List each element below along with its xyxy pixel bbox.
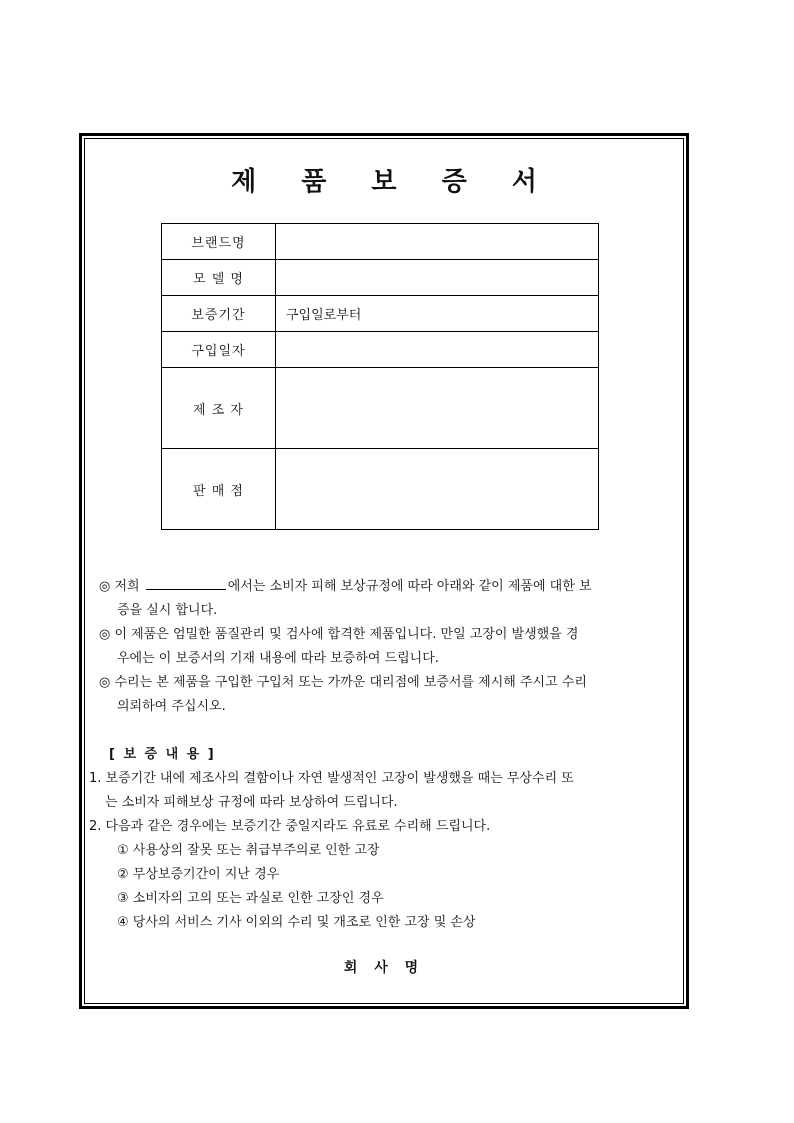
retailer-field[interactable] — [276, 449, 599, 530]
warranty-content-section — [89, 743, 649, 935]
document-title: 제 품 보 증 서 — [231, 167, 555, 197]
purchase-date-field[interactable] — [276, 332, 599, 368]
model-label: 모 델 명 — [162, 260, 276, 296]
section-subitem: ③ 소비자의 고의 또는 과실로 인한 고장인 경우 — [117, 891, 384, 906]
brand-label: 브랜드명 — [162, 224, 276, 260]
retailer-label: 판 매 점 — [162, 449, 276, 530]
section-subitem: ① 사용상의 잘못 또는 취급부주의로 인한 고장 — [117, 843, 380, 858]
note-line: 의뢰하여 주십시오. — [117, 699, 226, 714]
manufacturer-field[interactable] — [276, 368, 599, 449]
note-bullet: ◎ — [99, 675, 111, 690]
company-blank-field[interactable] — [146, 575, 226, 590]
manufacturer-label: 제 조 자 — [162, 368, 276, 449]
section-item: 2. 다음과 같은 경우에는 보증기간 중일지라도 유료로 수리해 드립니다. — [89, 819, 491, 834]
note-text: 저희 — [114, 579, 140, 594]
note-line: 증을 실시 합니다. — [117, 603, 218, 618]
table-row — [162, 368, 599, 449]
note-line — [99, 575, 649, 599]
table-row — [162, 224, 599, 260]
table-row — [162, 332, 599, 368]
table-row — [162, 260, 599, 296]
note-line — [99, 623, 649, 647]
document-inner-border — [84, 138, 684, 1004]
note-line: 우에는 이 보증서의 기재 내용에 따라 보증하여 드립니다. — [117, 651, 439, 666]
company-name: 회 사 명 — [343, 960, 425, 976]
model-field[interactable] — [276, 260, 599, 296]
table-row — [162, 296, 599, 332]
section-item: 는 소비자 피해보상 규정에 따라 보상하여 드립니다. — [105, 795, 398, 810]
note-text: 이 제품은 엄밀한 품질관리 및 검사에 합격한 제품입니다. 만일 고장이 발생했을 경 — [114, 627, 579, 642]
notes-section — [99, 575, 649, 719]
note-line — [99, 671, 649, 695]
brand-field[interactable] — [276, 224, 599, 260]
purchase-date-label: 구입일자 — [162, 332, 276, 368]
note-text: 수리는 본 제품을 구입한 구입처 또는 가까운 대리점에 보증서를 제시해 주시고 수리 — [114, 675, 587, 690]
warranty-period-field[interactable]: 구입일로부터 — [276, 296, 599, 332]
section-title: [ 보 증 내 용 ] — [109, 747, 216, 762]
section-subitem: ② 무상보증기간이 지난 경우 — [117, 867, 280, 882]
section-item: 1. 보증기간 내에 제조사의 결함이나 자연 발생적인 고장이 발생했을 때는 무상수리 또 — [89, 771, 574, 786]
table-row — [162, 449, 599, 530]
document-outer-border — [79, 133, 689, 1009]
section-subitem: ④ 당사의 서비스 기사 이외의 수리 및 개조로 인한 고장 및 손상 — [117, 915, 476, 930]
note-bullet: ◎ — [99, 627, 111, 642]
note-bullet: ◎ — [99, 579, 111, 594]
warranty-period-label: 보증기간 — [162, 296, 276, 332]
note-text: 에서는 소비자 피해 보상규정에 따라 아래와 같이 제품에 대한 보 — [227, 579, 592, 594]
warranty-info-table — [161, 223, 599, 530]
